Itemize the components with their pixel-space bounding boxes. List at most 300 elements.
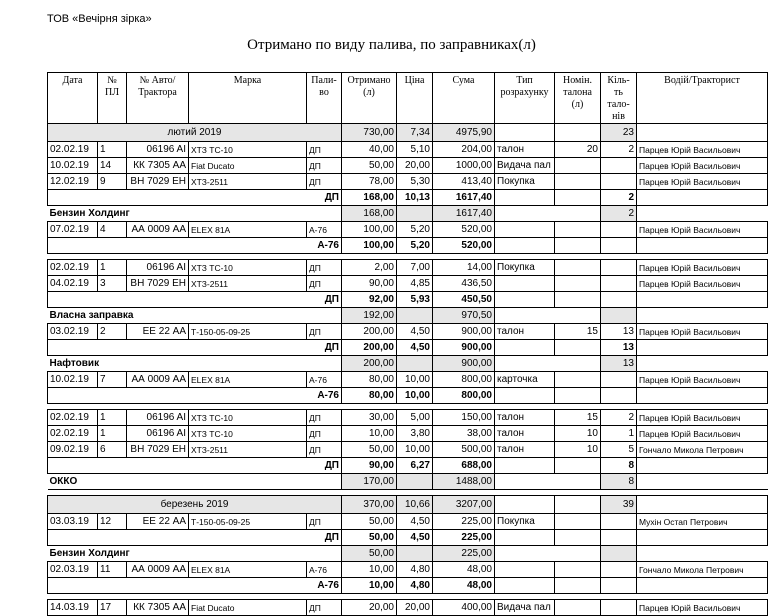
nom-cell: [555, 222, 601, 238]
date-cell: 03.02.19: [48, 324, 98, 340]
date-cell: 09.02.19: [48, 442, 98, 458]
nom-cell: [555, 600, 601, 616]
subtotal-label: ДП: [48, 340, 342, 356]
subtotal-pay: [495, 292, 555, 308]
table-row: [48, 410, 768, 426]
company-name: ТОВ «Вечірня зірка»: [47, 13, 152, 25]
brand-cell: ХТЗ ТС-10: [189, 410, 307, 426]
count-cell: [601, 372, 637, 388]
price-cell: 4,50: [397, 514, 433, 530]
month-price: 7,34: [397, 124, 433, 142]
price-cell: 5,20: [397, 222, 433, 238]
pl-cell: 1: [98, 426, 127, 442]
qty-cell: 20,00: [342, 600, 397, 616]
pl-cell: 4: [98, 222, 127, 238]
pay-cell: Покупка: [495, 260, 555, 276]
driver-cell: Парцев Юрій Васильович: [637, 600, 768, 616]
fuel-subtotal-row: [48, 388, 768, 404]
station-price: [397, 474, 433, 490]
station-label: Бензин Холдинг: [48, 546, 342, 562]
auto-cell: АА 0009 АА: [127, 372, 189, 388]
driver-cell: Парцев Юрій Васильович: [637, 142, 768, 158]
month-count: 23: [601, 124, 637, 142]
subtotal-label: ДП: [48, 458, 342, 474]
subtotal-driver: [637, 578, 768, 594]
subtotal-qty: 92,00: [342, 292, 397, 308]
subtotal-driver: [637, 238, 768, 254]
station-driver: [637, 546, 768, 562]
station-nom: [555, 474, 601, 490]
station-label: Нафтовик: [48, 356, 342, 372]
pl-cell: 1: [98, 142, 127, 158]
subtotal-qty: 168,00: [342, 190, 397, 206]
count-cell: [601, 174, 637, 190]
driver-cell: Парцев Юрій Васильович: [637, 174, 768, 190]
nom-cell: [555, 174, 601, 190]
pl-cell: 3: [98, 276, 127, 292]
table-row: [48, 562, 768, 578]
table-row: [48, 442, 768, 458]
subtotal-pay: [495, 238, 555, 254]
subtotal-label: ДП: [48, 292, 342, 308]
table-row: [48, 158, 768, 174]
pl-cell: 2: [98, 324, 127, 340]
station-qty: 200,00: [342, 356, 397, 372]
col-driver-header: Водій/Тракторист: [637, 73, 768, 124]
station-row: [48, 546, 768, 562]
col-brand-header: Марка: [189, 73, 307, 124]
subtotal-count: [601, 238, 637, 254]
pl-cell: 6: [98, 442, 127, 458]
subtotal-price: 5,93: [397, 292, 433, 308]
fuel-cell: А-76: [307, 222, 342, 238]
col-date-header: Дата: [48, 73, 98, 124]
qty-cell: 200,00: [342, 324, 397, 340]
station-label: Власна заправка: [48, 308, 342, 324]
driver-cell: Парцев Юрій Васильович: [637, 276, 768, 292]
price-cell: 4,85: [397, 276, 433, 292]
qty-cell: 2,00: [342, 260, 397, 276]
subtotal-count: [601, 578, 637, 594]
month-row: [48, 124, 768, 142]
qty-cell: 50,00: [342, 514, 397, 530]
subtotal-label: А-76: [48, 578, 342, 594]
station-row: [48, 356, 768, 372]
subtotal-driver: [637, 458, 768, 474]
auto-cell: 06196 AI: [127, 426, 189, 442]
driver-cell: Парцев Юрій Васильович: [637, 410, 768, 426]
driver-cell: Парцев Юрій Васильович: [637, 222, 768, 238]
price-cell: 5,30: [397, 174, 433, 190]
pay-cell: Видача пал: [495, 600, 555, 616]
subtotal-driver: [637, 530, 768, 546]
subtotal-pay: [495, 458, 555, 474]
col-qty-header: Отримано (л): [342, 73, 397, 124]
qty-cell: 10,00: [342, 426, 397, 442]
sum-cell: 800,00: [433, 372, 495, 388]
subtotal-driver: [637, 292, 768, 308]
fuel-subtotal-row: [48, 530, 768, 546]
fuel-subtotal-row: [48, 190, 768, 206]
month-nom: [555, 124, 601, 142]
pl-cell: 9: [98, 174, 127, 190]
station-row: [48, 308, 768, 324]
col-pay-header: Тип розрахунку: [495, 73, 555, 124]
subtotal-qty: 90,00: [342, 458, 397, 474]
subtotal-count: 13: [601, 340, 637, 356]
subtotal-price: 10,13: [397, 190, 433, 206]
station-driver: [637, 474, 768, 490]
report-title: Отримано по виду палива, по заправниках(л): [247, 37, 536, 53]
price-cell: 10,00: [397, 442, 433, 458]
subtotal-label: А-76: [48, 388, 342, 404]
station-pay: [495, 356, 555, 372]
count-cell: [601, 260, 637, 276]
subtotal-nom: [555, 190, 601, 206]
brand-cell: ХТЗ-2511: [189, 442, 307, 458]
sum-cell: 900,00: [433, 324, 495, 340]
pay-cell: талон: [495, 324, 555, 340]
table-row: [48, 174, 768, 190]
count-cell: [601, 276, 637, 292]
date-cell: 02.02.19: [48, 410, 98, 426]
nom-cell: 10: [555, 442, 601, 458]
nom-cell: [555, 514, 601, 530]
subtotal-nom: [555, 578, 601, 594]
date-cell: 02.02.19: [48, 260, 98, 276]
subtotal-qty: 50,00: [342, 530, 397, 546]
table-row: [48, 142, 768, 158]
subtotal-qty: 100,00: [342, 238, 397, 254]
qty-cell: 100,00: [342, 222, 397, 238]
station-sum: 1488,00: [433, 474, 495, 490]
fuel-report-table: [47, 72, 768, 616]
subtotal-nom: [555, 388, 601, 404]
subtotal-nom: [555, 340, 601, 356]
station-nom: [555, 206, 601, 222]
station-sum: 970,50: [433, 308, 495, 324]
date-cell: 02.02.19: [48, 426, 98, 442]
qty-cell: 80,00: [342, 372, 397, 388]
station-price: [397, 206, 433, 222]
table-row: [48, 600, 768, 616]
auto-cell: КК 7305 АА: [127, 600, 189, 616]
count-cell: 13: [601, 324, 637, 340]
nom-cell: 15: [555, 324, 601, 340]
subtotal-qty: 10,00: [342, 578, 397, 594]
brand-cell: ХТЗ ТС-10: [189, 426, 307, 442]
station-count: 13: [601, 356, 637, 372]
auto-cell: ВН 7029 ЕН: [127, 276, 189, 292]
auto-cell: ЕЕ 22 АА: [127, 514, 189, 530]
station-count: [601, 546, 637, 562]
subtotal-qty: 200,00: [342, 340, 397, 356]
station-row: [48, 474, 768, 490]
fuel-cell: ДП: [307, 442, 342, 458]
subtotal-price: 4,50: [397, 530, 433, 546]
subtotal-label: А-76: [48, 238, 342, 254]
count-cell: 2: [601, 410, 637, 426]
pay-cell: талон: [495, 442, 555, 458]
subtotal-price: 5,20: [397, 238, 433, 254]
sum-cell: 204,00: [433, 142, 495, 158]
pl-cell: 7: [98, 372, 127, 388]
price-cell: 4,50: [397, 324, 433, 340]
driver-cell: Парцев Юрій Васильович: [637, 158, 768, 174]
table-row: [48, 222, 768, 238]
auto-cell: ВН 7029 ЕН: [127, 174, 189, 190]
sum-cell: 500,00: [433, 442, 495, 458]
station-price: [397, 546, 433, 562]
subtotal-nom: [555, 292, 601, 308]
brand-cell: ELEX 81A: [189, 562, 307, 578]
station-label: Бензин Холдинг: [48, 206, 342, 222]
auto-cell: АА 0009 АА: [127, 222, 189, 238]
brand-cell: Т-150-05-09-25: [189, 324, 307, 340]
qty-cell: 40,00: [342, 142, 397, 158]
subtotal-driver: [637, 340, 768, 356]
price-cell: 10,00: [397, 372, 433, 388]
count-cell: [601, 514, 637, 530]
price-cell: 3,80: [397, 426, 433, 442]
month-count: 39: [601, 496, 637, 514]
fuel-cell: А-76: [307, 372, 342, 388]
date-cell: 04.02.19: [48, 276, 98, 292]
sum-cell: 436,50: [433, 276, 495, 292]
sum-cell: 225,00: [433, 514, 495, 530]
nom-cell: [555, 562, 601, 578]
col-count-header: Кіль-ть тало- нів: [601, 73, 637, 124]
station-sum: 900,00: [433, 356, 495, 372]
nom-cell: [555, 260, 601, 276]
month-driver: [637, 124, 768, 142]
station-driver: [637, 308, 768, 324]
brand-cell: Fiat Ducato: [189, 158, 307, 174]
price-cell: 5,10: [397, 142, 433, 158]
pay-cell: Покупка: [495, 514, 555, 530]
month-pay: [495, 124, 555, 142]
month-pay: [495, 496, 555, 514]
subtotal-sum: 225,00: [433, 530, 495, 546]
header-row: [48, 73, 768, 124]
fuel-subtotal-row: [48, 340, 768, 356]
count-cell: [601, 158, 637, 174]
brand-cell: Fiat Ducato: [189, 600, 307, 616]
fuel-cell: ДП: [307, 158, 342, 174]
fuel-cell: ДП: [307, 142, 342, 158]
nom-cell: 10: [555, 426, 601, 442]
station-label: ОККО: [48, 474, 342, 490]
date-cell: 14.03.19: [48, 600, 98, 616]
station-pay: [495, 206, 555, 222]
subtotal-driver: [637, 190, 768, 206]
fuel-cell: ДП: [307, 514, 342, 530]
pl-cell: 17: [98, 600, 127, 616]
auto-cell: ЕЕ 22 АА: [127, 324, 189, 340]
station-qty: 170,00: [342, 474, 397, 490]
nom-cell: 20: [555, 142, 601, 158]
col-auto-header: № Авто/ Трактора: [127, 73, 189, 124]
sum-cell: 400,00: [433, 600, 495, 616]
table-row: [48, 372, 768, 388]
auto-cell: 06196 AI: [127, 410, 189, 426]
subtotal-price: 6,27: [397, 458, 433, 474]
station-qty: 168,00: [342, 206, 397, 222]
station-price: [397, 356, 433, 372]
fuel-cell: ДП: [307, 260, 342, 276]
station-driver: [637, 356, 768, 372]
count-cell: 1: [601, 426, 637, 442]
subtotal-label: ДП: [48, 530, 342, 546]
subtotal-pay: [495, 190, 555, 206]
station-qty: 50,00: [342, 546, 397, 562]
station-nom: [555, 356, 601, 372]
col-price-header: Ціна: [397, 73, 433, 124]
brand-cell: ELEX 81A: [189, 222, 307, 238]
table-row: [48, 514, 768, 530]
brand-cell: ХТЗ-2511: [189, 276, 307, 292]
sum-cell: 48,00: [433, 562, 495, 578]
pay-cell: талон: [495, 410, 555, 426]
subtotal-count: [601, 292, 637, 308]
price-cell: 4,80: [397, 562, 433, 578]
driver-cell: Мухін Остап Петрович: [637, 514, 768, 530]
station-row: [48, 206, 768, 222]
driver-cell: Парцев Юрій Васильович: [637, 260, 768, 276]
subtotal-count: 8: [601, 458, 637, 474]
brand-cell: ELEX 81A: [189, 372, 307, 388]
brand-cell: ХТЗ ТС-10: [189, 260, 307, 276]
pay-cell: Видача пал: [495, 158, 555, 174]
month-qty: 730,00: [342, 124, 397, 142]
subtotal-label: ДП: [48, 190, 342, 206]
station-pay: [495, 308, 555, 324]
date-cell: 10.02.19: [48, 372, 98, 388]
fuel-subtotal-row: [48, 292, 768, 308]
subtotal-sum: 520,00: [433, 238, 495, 254]
station-driver: [637, 206, 768, 222]
subtotal-driver: [637, 388, 768, 404]
date-cell: 02.02.19: [48, 142, 98, 158]
subtotal-price: 4,50: [397, 340, 433, 356]
driver-cell: Гончало Микола Петрович: [637, 442, 768, 458]
month-qty: 370,00: [342, 496, 397, 514]
brand-cell: ХТЗ-2511: [189, 174, 307, 190]
subtotal-count: [601, 530, 637, 546]
month-label: березень 2019: [48, 496, 342, 514]
station-nom: [555, 546, 601, 562]
nom-cell: [555, 372, 601, 388]
pl-cell: 12: [98, 514, 127, 530]
sum-cell: 413,40: [433, 174, 495, 190]
sum-cell: 1000,00: [433, 158, 495, 174]
price-cell: 5,00: [397, 410, 433, 426]
col-nom-header: Номін. талона (л): [555, 73, 601, 124]
month-price: 10,66: [397, 496, 433, 514]
price-cell: 20,00: [397, 158, 433, 174]
date-cell: 03.03.19: [48, 514, 98, 530]
fuel-cell: ДП: [307, 600, 342, 616]
date-cell: 10.02.19: [48, 158, 98, 174]
station-count: 8: [601, 474, 637, 490]
driver-cell: Гончало Микола Петрович: [637, 562, 768, 578]
subtotal-count: 2: [601, 190, 637, 206]
station-pay: [495, 474, 555, 490]
auto-cell: 06196 AI: [127, 142, 189, 158]
station-count: [601, 308, 637, 324]
price-cell: 7,00: [397, 260, 433, 276]
station-nom: [555, 308, 601, 324]
driver-cell: Парцев Юрій Васильович: [637, 372, 768, 388]
station-price: [397, 308, 433, 324]
sum-cell: 38,00: [433, 426, 495, 442]
subtotal-pay: [495, 388, 555, 404]
auto-cell: 06196 AI: [127, 260, 189, 276]
fuel-cell: ДП: [307, 426, 342, 442]
qty-cell: 50,00: [342, 158, 397, 174]
brand-cell: Т-150-05-09-25: [189, 514, 307, 530]
month-label: лютий 2019: [48, 124, 342, 142]
subtotal-nom: [555, 458, 601, 474]
col-pl-header: № ПЛ: [98, 73, 127, 124]
sum-cell: 150,00: [433, 410, 495, 426]
price-cell: 20,00: [397, 600, 433, 616]
subtotal-qty: 80,00: [342, 388, 397, 404]
subtotal-sum: 450,50: [433, 292, 495, 308]
date-cell: 02.03.19: [48, 562, 98, 578]
subtotal-price: 10,00: [397, 388, 433, 404]
count-cell: [601, 562, 637, 578]
fuel-subtotal-row: [48, 458, 768, 474]
qty-cell: 30,00: [342, 410, 397, 426]
pl-cell: 1: [98, 260, 127, 276]
col-fuel-header: Пали- во: [307, 73, 342, 124]
driver-cell: Парцев Юрій Васильович: [637, 426, 768, 442]
subtotal-price: 4,80: [397, 578, 433, 594]
auto-cell: ВН 7029 ЕН: [127, 442, 189, 458]
fuel-subtotal-row: [48, 578, 768, 594]
qty-cell: 78,00: [342, 174, 397, 190]
count-cell: 2: [601, 142, 637, 158]
station-count: 2: [601, 206, 637, 222]
brand-cell: ХТЗ ТС-10: [189, 142, 307, 158]
table-row: [48, 276, 768, 292]
fuel-cell: ДП: [307, 410, 342, 426]
date-cell: 12.02.19: [48, 174, 98, 190]
report-body: [48, 124, 768, 616]
fuel-cell: ДП: [307, 324, 342, 340]
nom-cell: [555, 276, 601, 292]
subtotal-pay: [495, 578, 555, 594]
auto-cell: КК 7305 АА: [127, 158, 189, 174]
fuel-cell: ДП: [307, 174, 342, 190]
subtotal-sum: 48,00: [433, 578, 495, 594]
pay-cell: карточка: [495, 372, 555, 388]
subtotal-sum: 688,00: [433, 458, 495, 474]
pay-cell: талон: [495, 142, 555, 158]
fuel-subtotal-row: [48, 238, 768, 254]
subtotal-sum: 1617,40: [433, 190, 495, 206]
qty-cell: 90,00: [342, 276, 397, 292]
pl-cell: 11: [98, 562, 127, 578]
pl-cell: 1: [98, 410, 127, 426]
subtotal-count: [601, 388, 637, 404]
fuel-cell: ДП: [307, 276, 342, 292]
pl-cell: 14: [98, 158, 127, 174]
month-row: [48, 496, 768, 514]
month-sum: 3207,00: [433, 496, 495, 514]
pay-cell: [495, 222, 555, 238]
